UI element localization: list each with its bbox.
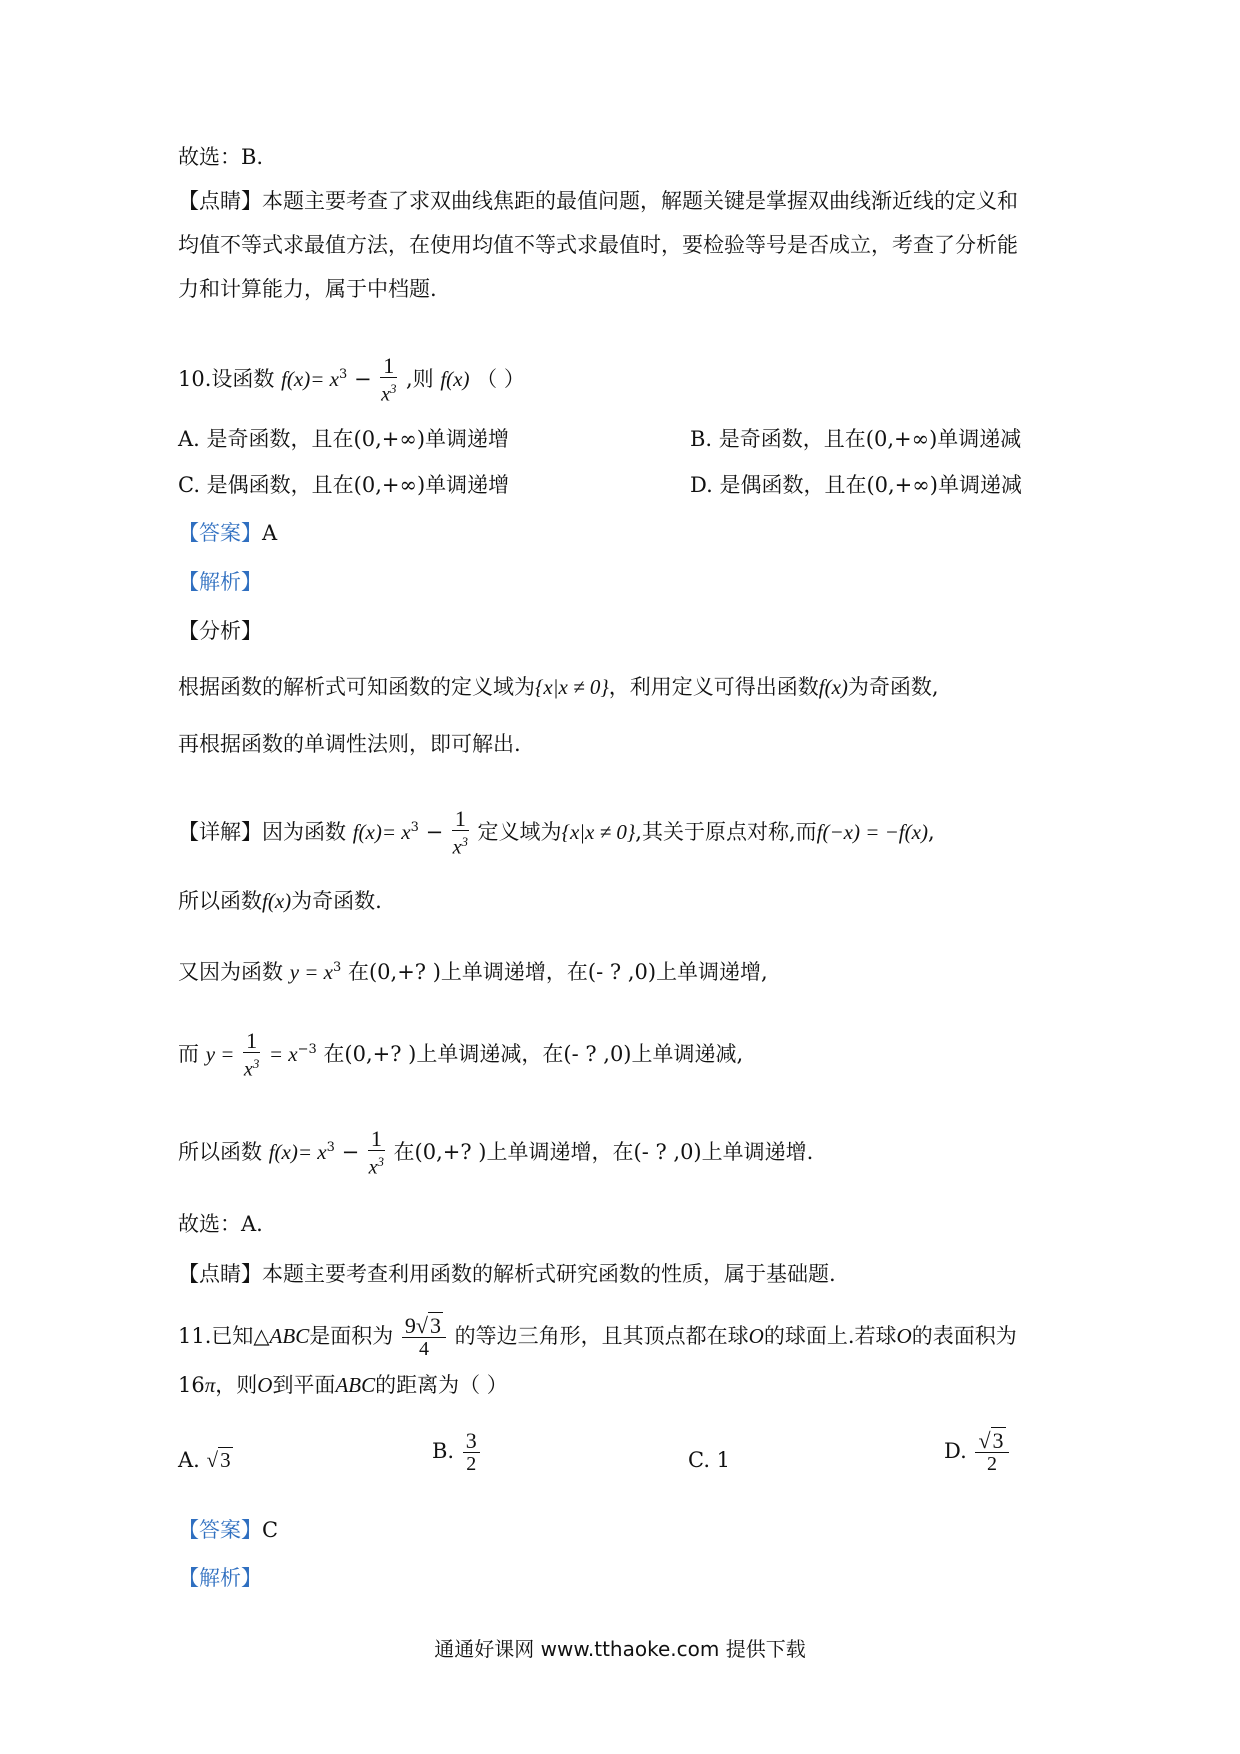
option-11-c: C. 1 (688, 1448, 731, 1472)
text-line: 【点睛】本题主要考查了求双曲线焦距的最值问题，解题关键是掌握双曲线渐近线的定义和 (178, 189, 1018, 213)
option-11-a: A. √3 (178, 1448, 231, 1472)
fenxi-label: 【分析】 (178, 619, 262, 643)
text-line: 16π，则O到平面ABC的距离为（ ） (178, 1373, 508, 1397)
text-line: 根据函数的解析式可知函数的定义域为{x|x ≠ 0}，利用定义可得出函数f(x)为奇函数, (178, 675, 939, 699)
text-line: 均值不等式求最值方法，在使用均值不等式求最值时，要检验等号是否成立，考查了分析能 (178, 233, 1018, 257)
text-line: 再根据函数的单调性法则，即可解出. (178, 732, 521, 756)
answer-11: 【答案】C (178, 1518, 279, 1542)
option-c: C. 是偶函数，且在(0,+∞)单调递增 (178, 473, 510, 497)
analysis-label: 【解析】 (178, 1566, 262, 1590)
option-b: B. 是奇函数，且在(0,+∞)单调递减 (690, 427, 1022, 451)
fraction: $\frac{1}{x^3}$ (243, 1028, 260, 1081)
text-line: 【点睛】本题主要考查利用函数的解析式研究函数的性质，属于基础题. (178, 1262, 836, 1286)
page-footer: 通通好课网 www.tthaoke.com 提供下载 (434, 1637, 806, 1661)
text-line: 所以函数 $f(x)= x^3$ − $\frac{1}{x^3}$ 在(0,+? )上单调递增，在(- ? ,0)上单调递增. (178, 1126, 814, 1179)
question-10: 10.设函数 $f(x)= x^3$ − $\frac{1}{x^3}$ ,则 f(x) （ ） (178, 353, 525, 406)
question-11: 11.已知△ABC是面积为 $\frac{9√3}{4}$ 的等边三角形，且其顶点都在球O的球面上.若球O的表面积为 (178, 1313, 1017, 1360)
detail-line: 【详解】因为函数 $f(x)= x^3$ − $\frac{1}{x^3}$ 定义域为{x|x ≠ 0},其关于原点对称,而f(−x) = −f(x), (178, 806, 935, 859)
fraction: $\frac{1}{x^3}$ (452, 806, 469, 859)
text-line: 又因为函数 $y = x^3$ 在(0,+? )上单调递增，在(- ? ,0)上单调递增, (178, 960, 768, 984)
text-line: 所以函数f(x)为奇函数. (178, 889, 382, 913)
text-line: 故选：A. (178, 1212, 263, 1236)
text-line: 而 y = $\frac{1}{x^3}$ = $x^{-3}$ 在(0,+? )上单调递减，在(- ? ,0)上单调递减, (178, 1028, 744, 1081)
analysis-label: 【解析】 (178, 570, 262, 594)
fraction: $\frac{√3}{2}$ (975, 1430, 1008, 1475)
option-a: A. 是奇函数，且在(0,+∞)单调递增 (178, 427, 510, 451)
answer-10: 【答案】A (178, 521, 278, 545)
fraction: $\frac{3}{2}$ (463, 1430, 480, 1475)
text-line: 故选：B. (178, 145, 264, 169)
fraction: $\frac{9√3}{4}$ (402, 1315, 446, 1360)
fraction: $\frac{1}{x^3}$ (381, 353, 397, 406)
option-11-d: D. $\frac{√3}{2}$ (944, 1430, 1011, 1475)
text-line: 力和计算能力，属于中档题. (178, 277, 437, 301)
option-d: D. 是偶函数，且在(0,+∞)单调递减 (690, 473, 1022, 497)
fraction: $\frac{1}{x^3}$ (368, 1126, 385, 1179)
option-11-b: B. $\frac{3}{2}$ (432, 1430, 482, 1475)
